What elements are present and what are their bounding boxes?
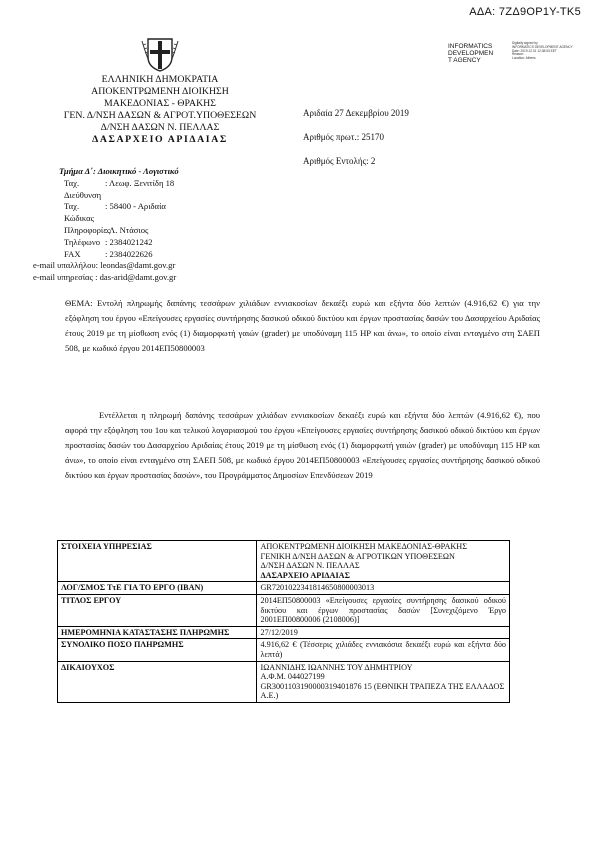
- department-contact: [33, 166, 179, 284]
- table-row: [58, 541, 510, 582]
- service-value: [257, 541, 510, 582]
- beneficiary-line: ΙΩΑΝΝΙΔΗΣ ΙΩΑΝΝΗΣ ΤΟΥ ΔΗΜΗΤΡΙΟΥ: [260, 662, 413, 672]
- payment-date-value: 27/12/2019: [257, 626, 510, 639]
- service-line: ΓΕΝΙΚΗ Δ/ΝΣΗ ΔΑΣΩΝ & ΑΓΡΟΤΙΚΩΝ ΥΠΟΘΕΣΕΩΝ: [260, 551, 455, 561]
- order-body-paragraph: Εντέλλεται η πληρωμή δαπάνης τεσσάρων χιλιάδων εννιακοσίων δεκαέξι ευρώ και εξήντα δύο λεπτών (4.916,62 €), που αφορά την εξόφληση του 1ου και τελικού λογαριασμού του έργου «Επείγουσες εργασίες συντήρησης δασικού οδικού δικτύου και έργων προστασίας δασών του Δασαρχείου Αριδαίας έτους 2019 με τη μίσθωση ενός (1) διαμορφωτή γαιών (grader) με υποδύναμη 115 HP και άνω», το οποίο είναι ενταγμένο στη ΣΑΕΠ 508, με κωδικό έργου 2014ΕΠ50800003 «Επείγουσες εργασίες συντήρησης δασικού οδικού δικτύου και έργων προστασίας δασών», του Προγράμματος Δημοσίων Επενδύσεων 2019: [65, 410, 540, 480]
- signature-line: T AGENCY: [448, 57, 481, 65]
- service-line: ΑΠΟΚΕΝΤΡΩΜΕΝΗ ΔΙΟΙΚΗΣΗ ΜΑΚΕΔΟΝΙΑΣ-ΘΡΑΚΗΣ: [260, 542, 467, 551]
- contact-label: Ταχ. Διεύθυνση: [64, 177, 102, 200]
- beneficiary-line: GR3001103190000319401876 15 (ΕΘΝΙΚΗ ΤΡΑΠΕΖΑ ΤΗΣ ΕΛΛΑΔΟΣ Α.Ε.): [260, 681, 505, 701]
- payment-details-table: [57, 540, 510, 703]
- project-title-label: ΤΙΤΛΟΣ ΕΡΓΟΥ: [58, 594, 257, 626]
- service-line: Δ/ΝΣΗ ΔΑΣΩΝ Ν. ΠΕΛΛΑΣ: [260, 561, 360, 571]
- beneficiary-line: Α.Φ.Μ. 044027199: [260, 672, 325, 682]
- contact-value: : Λεωφ. Ξενιτίδη 18: [105, 177, 175, 188]
- header-line: ΓΕΝ. Δ/ΝΣΗ ΔΑΣΩΝ & ΑΓΡΟΤ.ΥΠΟΘΕΣΕΩΝ: [63, 110, 257, 121]
- signature-detail-line: Date: 2019.12.31 12:38:53 EET: [512, 48, 557, 53]
- signature-detail-line: Reason:: [512, 52, 524, 57]
- header-line: ΕΛΛΗΝΙΚΗ ΔΗΜΟΚΡΑΤΙΑ: [101, 74, 219, 85]
- table-row: [58, 639, 510, 661]
- employee-email: e-mail υπαλλήλου: leondas@damt.gov.gr: [33, 260, 176, 271]
- contact-label: FAX: [64, 248, 81, 259]
- service-bold-line: ΔΑΣΑΡΧΕΙΟ ΑΡΙΔΑΙΑΣ: [260, 570, 350, 580]
- header-line: Δ/ΝΣΗ ΔΑΣΩΝ Ν. ΠΕΛΛΑΣ: [100, 122, 220, 133]
- signature-detail-line: INFORMATICS DEVELOPMENT AGENCY: [512, 44, 573, 49]
- greek-emblem-icon: [140, 35, 180, 73]
- contact-row: [33, 201, 179, 225]
- order-number: Αριθμός Εντολής: 2: [303, 156, 376, 166]
- beneficiary-value: [257, 661, 510, 702]
- service-label: ΣΤΟΙΧΕΙΑ ΥΠΗΡΕΣΙΑΣ: [58, 541, 257, 582]
- table-row: [58, 661, 510, 702]
- document-meta: [303, 101, 409, 173]
- total-amount-label: ΣΥΝΟΛΙΚΟ ΠΟΣΟ ΠΛΗΡΩΜΗΣ: [58, 639, 257, 661]
- signature-line: INFORMATICS: [448, 43, 493, 50]
- contact-row: [33, 249, 179, 261]
- contact-label: Ταχ. Κώδικας: [64, 201, 95, 224]
- contact-value: : 2384021242: [105, 236, 153, 247]
- signature-detail-line: Digitally signed by: [512, 41, 538, 45]
- beneficiary-label: ΔΙΚΑΙΟΥΧΟΣ: [58, 661, 257, 702]
- header-line: ΜΑΚΕΔΟΝΙΑΣ - ΘΡΑΚΗΣ: [104, 98, 216, 109]
- table-row: [58, 582, 510, 595]
- service-email: e-mail υπηρεσίας : das-arid@damt.gov.gr: [33, 272, 177, 283]
- project-title-value: 2014ΕΠ50800003 «Επείγουσες εργασίες συντήρησης δασικού οδικού δικτύου και έργων προστασίας δασών [Συνεχιζόμενο Έργο 2001ΕΠ00800006 (2108006)]: [257, 594, 510, 626]
- contact-value: : 2384022626: [105, 248, 153, 259]
- contact-row: [33, 178, 179, 202]
- table-row: [58, 594, 510, 626]
- table-row: [58, 626, 510, 639]
- header-bold-line: ΔΑΣΑΡΧΕΙΟ ΑΡΙΔΑΙΑΣ: [92, 134, 228, 145]
- document-date: Αριδαία 27 Δεκεμβρίου 2019: [303, 108, 409, 118]
- contact-row: [33, 237, 179, 249]
- digital-signature-label: [448, 43, 518, 65]
- contact-label: Πληροφορίες: [64, 224, 111, 235]
- total-amount-value: 4.916,62 € (Τέσσερις χιλιάδες εννιακόσια δεκαέξι ευρώ και εξήντα δύο λεπτά): [257, 639, 510, 661]
- signature-line: DEVELOPMEN: [448, 50, 494, 58]
- payment-date-label: ΗΜΕΡΟΜΗΝΙΑ ΚΑΤΑΣΤΑΣΗΣ ΠΛΗΡΩΜΗΣ: [58, 626, 257, 639]
- iban-label: ΛΟΓ/ΣΜΟΣ ΤτΕ ΓΙΑ ΤΟ ΕΡΓΟ (IBAN): [58, 582, 257, 595]
- header-line: ΑΠΟΚΕΝΤΡΩΜΕΝΗ ΔΙΟΙΚΗΣΗ: [91, 86, 229, 97]
- contact-label: Τηλέφωνο: [64, 236, 100, 247]
- department-title: Τμήμα Δ΄: Διοικητικό - Λογιστικό: [59, 166, 179, 176]
- contact-row: [33, 225, 179, 237]
- ada-code: ΑΔΑ: 7ΖΔ9ΟΡ1Υ-ΤΚ5: [469, 6, 581, 18]
- contact-value: : Λ. Ντάσιος: [105, 224, 149, 235]
- digital-signature-details: [512, 42, 578, 61]
- issuer-header: [30, 74, 290, 146]
- signature-detail-line: Location: Athens: [512, 56, 536, 61]
- protocol-number: Αριθμός πρωτ.: 25170: [303, 132, 384, 142]
- subject-paragraph: ΘΕΜΑ: Εντολή πληρωμής δαπάνης τεσσάρων χιλιάδων εννιακοσίων δεκαέξι ευρώ και εξήντα δύο λεπτών (4.916,62 €) για την εξόφληση του έργου «Επείγουσες εργασίες συντήρησης δασικού οδικού δικτύου και έργων προστασίας δασών του Δασαρχείου Αριδαίας έτους 2019 με τη μίσθωση ενός (1) διαμορφωτή γαιών (grader) με υποδύναμη 115 HP και άνω», το οποίο είναι ενταγμένο στη ΣΑΕΠ 508, με κωδικό έργου 2014ΕΠ50800003: [65, 298, 540, 353]
- contact-value: : 58400 - Αριδαία: [105, 201, 166, 212]
- iban-value: GR7201022341814650800003013: [257, 582, 510, 595]
